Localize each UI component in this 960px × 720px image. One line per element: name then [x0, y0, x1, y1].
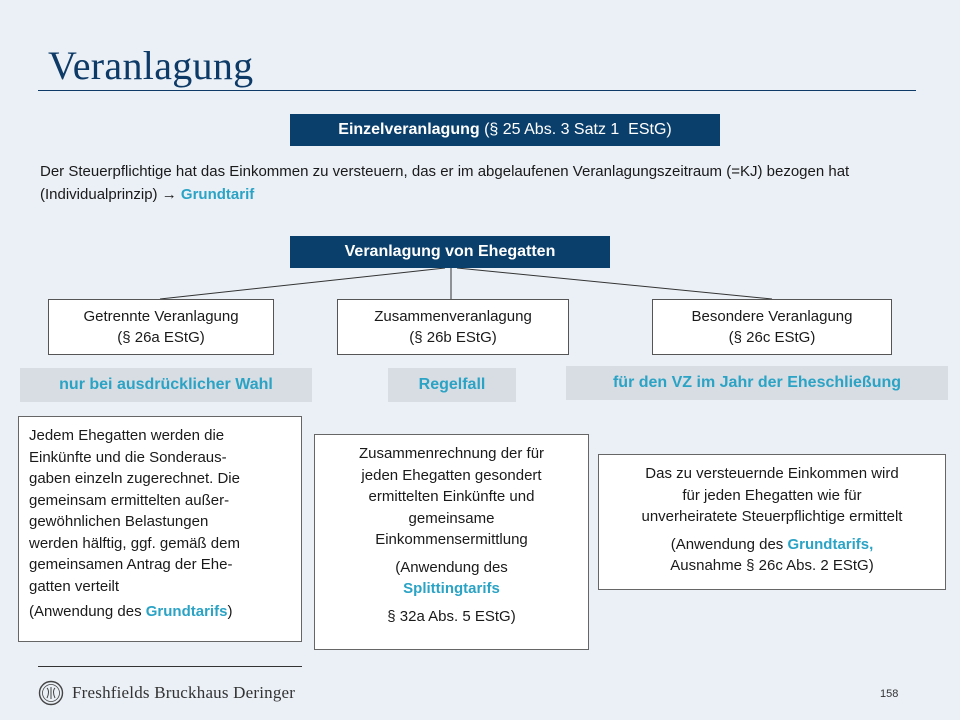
- freshfields-crest-icon: [38, 680, 64, 706]
- option-zusammen: [337, 299, 569, 355]
- panel-tarif-highlight: Splittingtarifs: [403, 580, 500, 597]
- panel-tarif-pre: (Anwendung des: [29, 603, 146, 620]
- ehegatten-box: [290, 236, 610, 268]
- panel-besondere: [598, 454, 946, 590]
- panel-line: gaben einzeln zugerechnet. Die: [29, 470, 240, 487]
- intro-body: Der Steuerpflichtige hat das Einkommen zu versteuern, das er im abgelaufenen Veranlagungszeitraum (=KJ) bezogen hat (Individualprinzip): [40, 163, 850, 203]
- panel-line: Einkommensermittlung: [375, 531, 528, 548]
- panel-line: für jeden Ehegatten wie für: [682, 486, 862, 504]
- panel-line: Zusammenrechnung der für: [358, 445, 545, 462]
- panel-getrennte: [18, 416, 302, 642]
- panel-line: gewöhnlichen Belastungen: [29, 513, 209, 530]
- footer-divider: [38, 666, 302, 667]
- panel-line: jeden Ehegatten gesondert: [361, 466, 542, 484]
- tag-eheschliessung: für den VZ im Jahr der Eheschließung: [566, 366, 948, 400]
- tag-regelfall: Regelfall: [388, 368, 516, 402]
- intro-highlight: Grundtarif: [180, 186, 255, 203]
- panel-line: werden hälftig, ggf. gemäß dem: [29, 534, 240, 552]
- panel-tarif-post: ): [227, 603, 233, 620]
- panel-line: gemeinsamen Antrag der Ehe-: [29, 556, 233, 573]
- panel-tarif-pre: (Anwendung des: [395, 558, 508, 576]
- panel-tarif-highlight: Grundtarifs,: [787, 535, 874, 553]
- firm-logo: [38, 680, 295, 706]
- firm-name: Freshfields Bruckhaus Deringer: [72, 683, 296, 702]
- option-law: (§ 26a EStG): [117, 329, 205, 346]
- connector-right: [457, 268, 772, 299]
- panel-line: ermittelten Einkünfte und: [368, 488, 535, 505]
- option-name: Zusammenveranlagung: [374, 308, 532, 325]
- panel-line: Einkünfte und die Sonderaus-: [29, 448, 227, 466]
- panel-line: Jedem Ehegatten werden die: [29, 427, 225, 444]
- connector-left: [160, 268, 445, 299]
- option-name: Getrennte Veranlagung: [83, 308, 239, 325]
- option-getrennte: [48, 299, 274, 355]
- ehegatten-label: Veranlagung von Ehegatten: [344, 243, 556, 260]
- page-title: Veranlagung: [48, 43, 254, 88]
- option-besondere: [652, 299, 892, 355]
- einzelveranlagung-law: (§ 25 Abs. 3 Satz 1 EStG): [479, 121, 672, 138]
- panel-line: unverheiratete Steuerpflichtige ermittelt: [641, 508, 903, 525]
- panel-tarif: [605, 534, 939, 556]
- page-number: 158: [880, 688, 899, 700]
- einzelveranlagung-label: Einzelveranlagung: [338, 121, 480, 138]
- panel-line: gemeinsam ermittelten außer-: [29, 491, 230, 509]
- panel-line: gemeinsame: [408, 509, 495, 527]
- panel-line: Das zu versteuernde Einkommen wird: [645, 465, 899, 482]
- panel-tarif: [29, 601, 291, 623]
- panel-line: gatten verteilt: [29, 577, 120, 595]
- option-law: (§ 26c EStG): [728, 329, 816, 346]
- tag-wahl: nur bei ausdrücklicher Wahl: [20, 368, 312, 402]
- panel-law: § 32a Abs. 5 EStG): [387, 607, 516, 625]
- option-name: Besondere Veranlagung: [691, 308, 853, 325]
- arrow-right-icon: →: [161, 186, 177, 203]
- panel-tarif-pre: (Anwendung des: [670, 535, 788, 553]
- option-law: (§ 26b EStG): [409, 329, 497, 346]
- panel-tarif-highlight: Grundtarifs: [145, 603, 228, 620]
- panel-zusammen: [314, 434, 589, 650]
- panel-tarif-post: Ausnahme § 26c Abs. 2 EStG): [670, 557, 874, 574]
